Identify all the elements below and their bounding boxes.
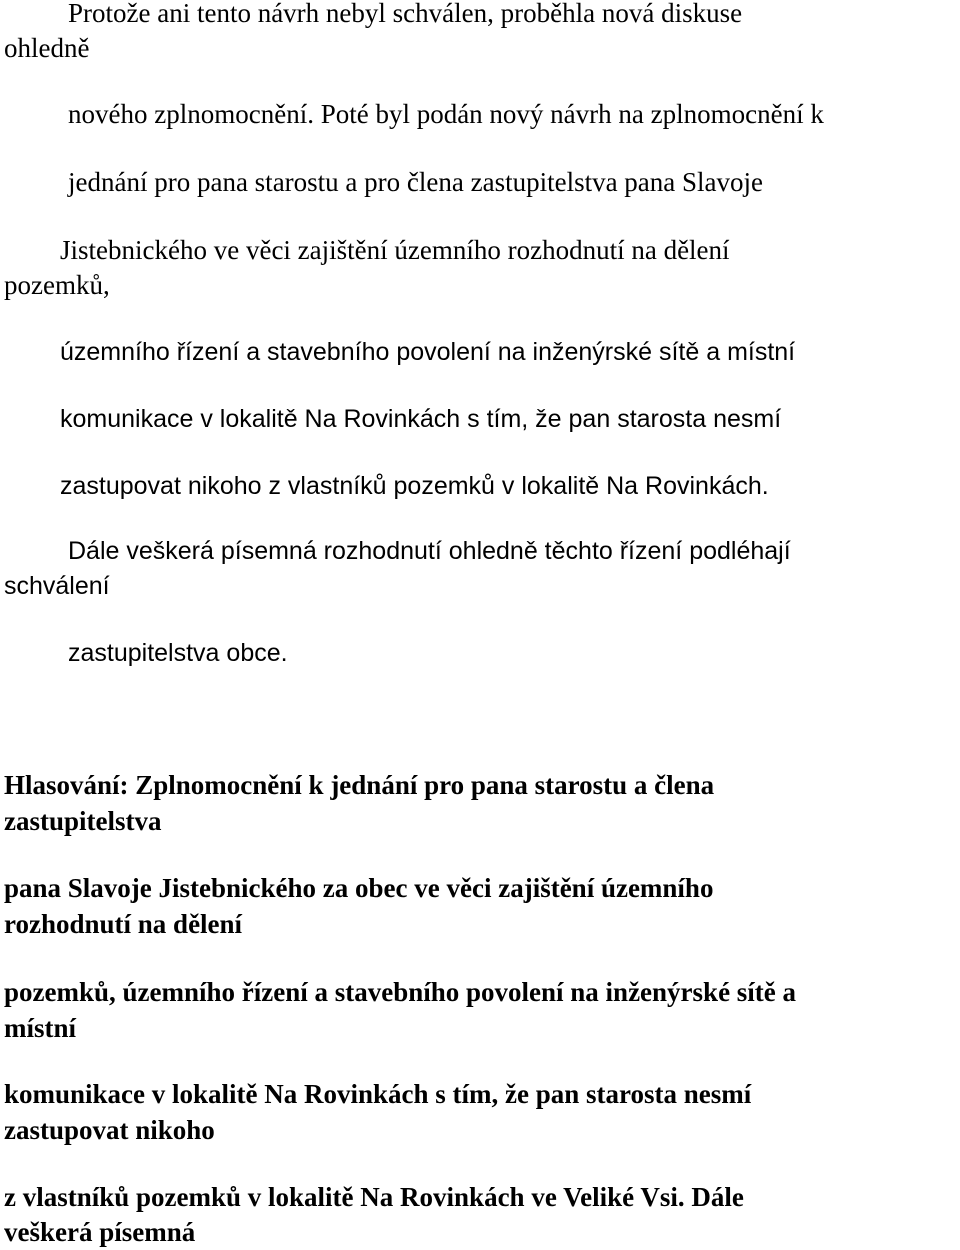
paragraph-1-line-1: Protože ani tento návrh nebyl schválen, proběhla nová diskuse xyxy=(68,0,743,28)
paragraph-1-line-7: zastupovat nikoho z vlastníků pozemků v lokalitě Na Rovinkách. xyxy=(60,472,769,500)
voting-line-4: komunikace v lokalitě Na Rovinkách s tím, že pan starosta nesmí xyxy=(4,1079,752,1109)
voting-line-5: z vlastníků pozemků v lokalitě Na Rovinkách ve Veliké Vsi. Dále xyxy=(4,1182,744,1212)
paragraph-1-line-3: jednání pro pana starostu a pro člena zastupitelstva pana Slavoje xyxy=(68,167,764,197)
paragraph-2-line-1: Dále veškerá písemná rozhodnutí ohledně těchto řízení podléhají xyxy=(68,537,791,565)
paragraph-1-line-2: nového zplnomocnění. Poté byl podán nový návrh na zplnomocnění k xyxy=(68,99,824,129)
paragraph-2-line-1-wrap: schválení xyxy=(4,572,110,600)
paragraph-2-line-2: zastupitelstva obce. xyxy=(68,639,288,667)
voting-line-1-wrap: zastupitelstva xyxy=(4,806,162,836)
paragraph-1-line-4: Jistebnického ve věci zajištění územního rozhodnutí na dělení xyxy=(60,235,730,265)
voting-line-2-wrap: rozhodnutí na dělení xyxy=(4,909,243,939)
voting-line-3-wrap: místní xyxy=(4,1013,77,1043)
voting-line-3: pozemků, územního řízení a stavebního povolení na inženýrské sítě a xyxy=(4,977,797,1007)
voting-line-2: pana Slavoje Jistebnického za obec ve věci zajištění územního xyxy=(4,873,714,903)
paragraph-1-line-5: územního řízení a stavebního povolení na inženýrské sítě a místní xyxy=(60,338,796,366)
voting-line-1: Hlasování: Zplnomocnění k jednání pro pana starostu a člena xyxy=(4,770,715,800)
voting-line-4-wrap: zastupovat nikoho xyxy=(4,1115,215,1145)
paragraph-1-line-4-wrap: pozemků, xyxy=(4,270,110,300)
paragraph-1-line-1-wrap: ohledně xyxy=(4,33,90,63)
paragraph-1-line-6: komunikace v lokalitě Na Rovinkách s tím, že pan starosta nesmí xyxy=(60,405,782,433)
voting-line-5-wrap: veškerá písemná xyxy=(4,1217,196,1247)
